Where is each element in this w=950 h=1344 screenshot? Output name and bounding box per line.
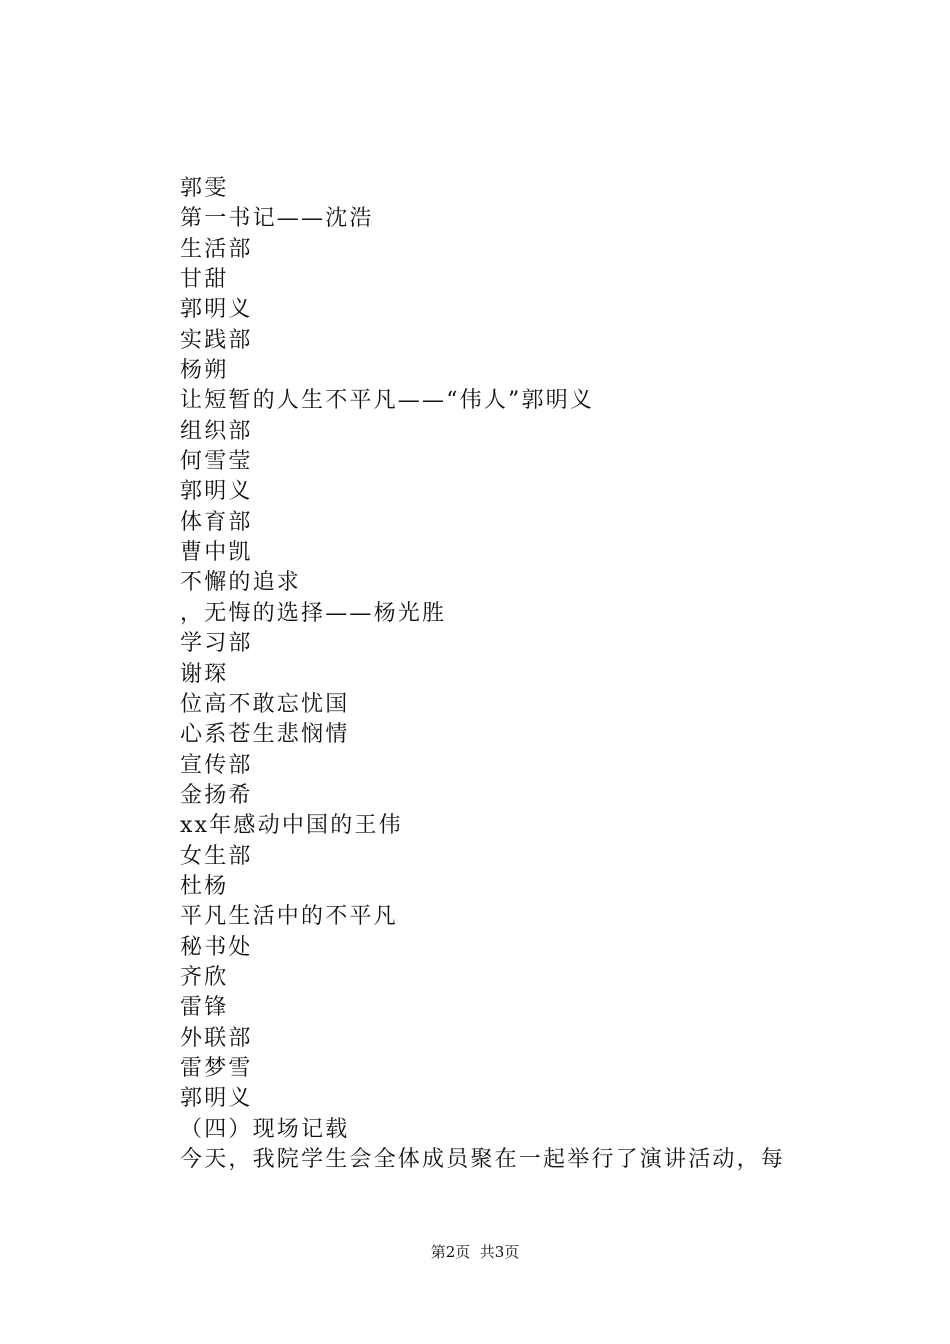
text-line: 实践部 xyxy=(180,327,253,353)
text-line: 体育部 xyxy=(180,509,253,535)
text-line: 杜杨 xyxy=(180,873,229,899)
text-line: 郭明义 xyxy=(180,479,253,505)
text-line: 曹中凯 xyxy=(180,540,253,566)
text-line: 秘书处 xyxy=(180,934,253,960)
document-body xyxy=(180,174,860,1175)
text-line: 女生部 xyxy=(180,843,253,869)
text-line: 雷梦雪 xyxy=(180,1055,253,1081)
page-footer: 第2页 共3页 xyxy=(430,1243,520,1261)
text-line: xx年感动中国的王伟 xyxy=(180,813,403,839)
text-line: 宣传部 xyxy=(180,752,253,778)
text-line: 心系苍生悲悯情 xyxy=(180,722,350,748)
text-line: 生活部 xyxy=(180,236,253,262)
text-line: （四）现场记载 xyxy=(180,1116,350,1142)
text-line: 让短暂的人生不平凡——“伟人”郭明义 xyxy=(180,388,595,414)
text-line: 外联部 xyxy=(180,1025,253,1051)
text-line: 甘甜 xyxy=(180,267,229,293)
text-line: 学习部 xyxy=(180,631,253,657)
text-line: 平凡生活中的不平凡 xyxy=(180,904,398,930)
text-line: 位高不敢忘忧国 xyxy=(180,691,350,717)
text-line: 何雪莹 xyxy=(180,449,253,475)
text-line: 郭雯 xyxy=(180,176,229,201)
text-line: 第一书记——沈浩 xyxy=(180,206,374,232)
text-line: 杨朔 xyxy=(180,358,229,384)
text-line: ，无悔的选择——杨光胜 xyxy=(180,600,447,626)
text-line: 雷锋 xyxy=(180,995,229,1021)
text-line: 齐欣 xyxy=(180,964,229,990)
text-line: 谢琛 xyxy=(180,661,229,687)
text-line: 郭明义 xyxy=(180,297,253,323)
text-line: 金扬希 xyxy=(180,782,253,808)
text-line: 不懈的追求 xyxy=(180,570,302,596)
text-line: 今天，我院学生会全体成员聚在一起举行了演讲活动，每 xyxy=(180,1147,786,1172)
text-line: 组织部 xyxy=(180,418,253,444)
text-line: 郭明义 xyxy=(180,1086,253,1112)
